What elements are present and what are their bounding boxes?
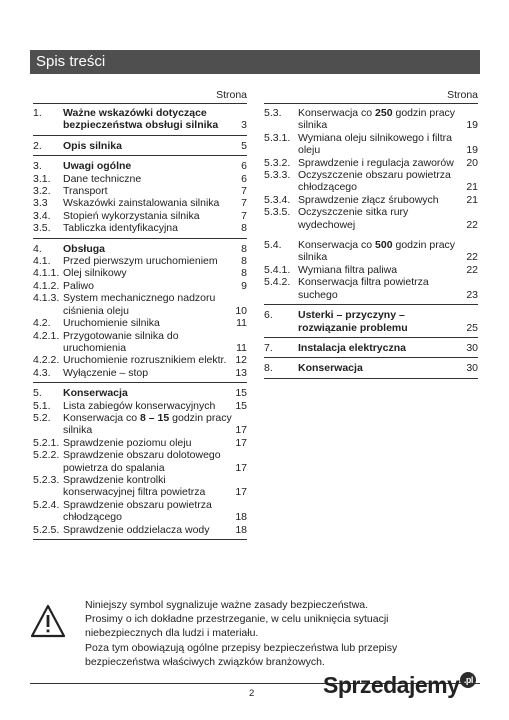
toc-entry-page: 21 bbox=[466, 193, 478, 206]
toc-entry-title bbox=[298, 107, 464, 132]
toc-entry-page: 22 bbox=[466, 218, 478, 231]
toc-entry-number: 5.3.3. bbox=[264, 169, 291, 182]
toc-entry-title bbox=[63, 292, 233, 317]
toc-entry[interactable] bbox=[264, 194, 478, 206]
toc-entry-number: 4.1.2. bbox=[33, 279, 60, 292]
toc-entry-number: 8. bbox=[264, 362, 273, 375]
toc-entry-title bbox=[298, 362, 464, 374]
toc-entry-title-text: Stopień wykorzystania silnika bbox=[63, 209, 200, 222]
toc-entry-title-text: Uruchomienie rozrusznikiem elektr. bbox=[63, 354, 227, 367]
toc-entry-page: 20 bbox=[466, 156, 478, 169]
toc-entry-number: 4. bbox=[33, 242, 42, 255]
toc-entry[interactable] bbox=[33, 400, 247, 412]
toc-entry-title-part: godzin pracy silnika bbox=[298, 239, 456, 264]
toc-entry[interactable] bbox=[33, 160, 247, 172]
toc-entry-title bbox=[63, 330, 233, 355]
page-number: 2 bbox=[249, 688, 255, 699]
notice-line: Niniejszy symbol sygnalizuje ważne zasady bezpieczeństwa. bbox=[85, 599, 369, 611]
toc-entry-title-text: Sprawdzenie obszaru powietrza chłodzącego bbox=[63, 498, 212, 524]
toc-entry-title-text: Dane techniczne bbox=[63, 172, 142, 185]
toc-entry-title bbox=[298, 264, 464, 276]
toc-entry[interactable] bbox=[264, 276, 478, 301]
toc-entry-title-text: Sprawdzenie poziomu oleju bbox=[63, 436, 192, 449]
toc-entry-title-text: Konserwacja bbox=[298, 362, 363, 375]
toc-entry-title-text: Konserwacja filtra powietrza suchego bbox=[298, 276, 429, 301]
toc-entry-number: 4.2.2. bbox=[33, 354, 60, 367]
watermark-text: Sprzedajemy bbox=[323, 672, 460, 698]
toc-entry[interactable] bbox=[33, 330, 247, 355]
toc-entry-page: 23 bbox=[466, 288, 478, 301]
notice-line: Prosimy o ich dokładne przestrzeganie, w celu uniknięcia sytuacji bbox=[85, 613, 389, 626]
toc-entry-title bbox=[63, 140, 233, 152]
toc-entry-title-text: Sprawdzenie złącz śrubowych bbox=[298, 193, 439, 206]
toc-entry-page: 30 bbox=[466, 341, 478, 354]
toc-entry-title bbox=[63, 317, 233, 329]
toc-entry-title bbox=[63, 160, 233, 172]
notice-line: niebezpiecznych dla ludzi i materiału. bbox=[85, 627, 259, 640]
toc-entry-title-text: Oczyszczenie sitka rury wydechowej bbox=[298, 206, 409, 231]
toc-entry[interactable] bbox=[264, 132, 478, 157]
toc-entry-title-text: Olej silnikowy bbox=[63, 267, 127, 280]
toc-entry-title-text: Sprawdzenie oddzielacza wody bbox=[63, 523, 210, 536]
toc-entry-title bbox=[63, 185, 233, 197]
toc-entry-title-emphasis: 8 – 15 bbox=[140, 411, 170, 424]
toc-entry-number: 5.2.4. bbox=[33, 498, 60, 511]
toc-entry-title-text: Przed pierwszym uruchomieniem bbox=[63, 255, 218, 268]
toc-entry-title bbox=[63, 210, 233, 222]
toc-entry-title-part: Konserwacja co bbox=[298, 107, 376, 119]
toc-entry-page: 9 bbox=[241, 279, 247, 292]
toc-entry-number: 5. bbox=[33, 387, 42, 400]
warning-icon bbox=[30, 604, 66, 638]
toc-entry-title-text: Uwagi ogólne bbox=[63, 160, 132, 173]
toc-entry-page: 8 bbox=[241, 222, 247, 235]
toc-entry-number: 1. bbox=[33, 107, 42, 119]
toc-entry[interactable] bbox=[33, 499, 247, 524]
toc-entry-page: 8 bbox=[241, 255, 247, 268]
toc-entry-page: 6 bbox=[241, 172, 247, 185]
toc-entry-page: 7 bbox=[241, 209, 247, 222]
toc-entry-title bbox=[298, 157, 464, 169]
toc-entry-title bbox=[298, 169, 464, 194]
toc-entry[interactable] bbox=[33, 222, 247, 234]
toc-entry-page: 21 bbox=[466, 181, 478, 194]
toc-entry[interactable] bbox=[33, 449, 247, 474]
toc-entry-number: 5.3.5. bbox=[264, 206, 291, 219]
toc-entry-page: 10 bbox=[235, 304, 247, 317]
toc-entry-number: 4.1. bbox=[33, 255, 51, 268]
toc-entry-number: 3.1. bbox=[33, 172, 51, 185]
toc-entry[interactable] bbox=[33, 412, 247, 437]
toc-entry-title bbox=[298, 309, 464, 334]
toc-entry-title-text: Sprawdzenie kontrolki konserwacyjnej filtra powietrza bbox=[63, 473, 206, 499]
toc-entry-title bbox=[63, 354, 233, 366]
toc-entry[interactable] bbox=[264, 157, 478, 169]
toc-entry-number: 5.2.5. bbox=[33, 523, 60, 536]
toc-entry-page: 18 bbox=[235, 511, 247, 524]
toc-entry-title bbox=[298, 132, 464, 157]
toc-entry[interactable] bbox=[33, 210, 247, 222]
toc-entry-title-text: Usterki – przyczyny – rozwiązanie problemu bbox=[298, 309, 408, 334]
toc-entry-title bbox=[298, 239, 464, 264]
toc-section bbox=[33, 156, 247, 238]
toc-entry-number: 3. bbox=[33, 160, 42, 173]
toc-entry-title bbox=[63, 524, 233, 536]
toc-entry-page: 25 bbox=[466, 321, 478, 334]
toc-entry-title-emphasis: 500 bbox=[375, 239, 393, 252]
toc-entry-number: 5.3.1. bbox=[264, 131, 291, 144]
toc-entry-page: 8 bbox=[241, 267, 247, 280]
notice-line: bezpieczeństwa właściwych związków branżowych. bbox=[85, 655, 325, 668]
toc-entry[interactable] bbox=[264, 362, 478, 374]
toc-entry-title-part: Konserwacja co bbox=[63, 411, 141, 424]
toc-entry-title-text: Paliwo bbox=[63, 279, 94, 292]
safety-notice bbox=[30, 598, 480, 672]
toc-entry-number: 5.4.2. bbox=[264, 276, 291, 289]
toc-section bbox=[33, 104, 247, 136]
toc-entry-title bbox=[63, 367, 233, 379]
toc-entry[interactable] bbox=[33, 267, 247, 279]
toc-entry[interactable] bbox=[33, 354, 247, 366]
toc-entry[interactable] bbox=[33, 367, 247, 379]
safety-notice-text bbox=[85, 598, 480, 669]
toc-entry-page: 3 bbox=[241, 119, 247, 132]
toc-entry-number: 3.4. bbox=[33, 209, 51, 222]
toc-entry-number: 5.2.2. bbox=[33, 449, 60, 462]
notice-line: Poza tym obowiązują ogólne przepisy bezpieczeństwa lub przepisy bbox=[85, 641, 398, 654]
toc-entry-title bbox=[63, 197, 233, 209]
toc-entry-number: 2. bbox=[33, 139, 42, 152]
toc-entry-page: 5 bbox=[241, 139, 247, 152]
toc-entry-page: 30 bbox=[466, 362, 478, 375]
toc-entry-title bbox=[298, 276, 464, 301]
toc-entry-title-text: System mechanicznego nadzoru ciśnienia oleju bbox=[63, 292, 216, 317]
toc-entry-title bbox=[63, 280, 233, 292]
toc-entry-title bbox=[63, 499, 233, 524]
toc-entry[interactable] bbox=[33, 437, 247, 449]
toc-entry-title-part: godzin pracy silnika bbox=[298, 107, 456, 132]
toc-entry-page: 17 bbox=[235, 486, 247, 499]
toc-entry[interactable] bbox=[33, 197, 247, 209]
page-column-label: Strona bbox=[216, 89, 247, 101]
toc-entry[interactable] bbox=[264, 239, 478, 264]
toc-entry-title-text: Obsługa bbox=[63, 242, 106, 255]
toc-entry[interactable] bbox=[33, 317, 247, 329]
toc-entry-number: 5.2. bbox=[33, 411, 51, 424]
toc-section bbox=[264, 104, 478, 305]
toc-left-column bbox=[33, 88, 247, 540]
toc-entry-title-part: godzin pracy silnika bbox=[63, 411, 232, 437]
toc-section bbox=[33, 136, 247, 156]
toc-entry-number: 5.3.4. bbox=[264, 193, 291, 206]
toc-entry-title-text: Wymiana oleju silnikowego i filtra oleju bbox=[298, 131, 452, 157]
toc-entry[interactable] bbox=[33, 107, 247, 132]
toc-entry-page: 17 bbox=[235, 461, 247, 474]
toc-entry-title-text: Uruchomienie silnika bbox=[63, 317, 160, 330]
toc-entry[interactable] bbox=[264, 264, 478, 276]
toc-entry-title bbox=[63, 107, 233, 132]
toc-entry-title bbox=[63, 222, 233, 234]
toc-entry[interactable] bbox=[33, 474, 247, 499]
toc-entry-title-text: Konserwacja bbox=[63, 387, 128, 400]
toc-entry-page: 19 bbox=[466, 119, 478, 132]
toc-entry-number: 5.1. bbox=[33, 399, 51, 412]
toc-entry-title bbox=[63, 449, 233, 474]
toc-entry[interactable] bbox=[33, 185, 247, 197]
toc-entry-title bbox=[63, 267, 233, 279]
watermark-logo bbox=[323, 672, 476, 699]
toc-entry-title-text: Instalacja elektryczna bbox=[298, 341, 406, 354]
toc-entry-title-text: Ważne wskazówki dotyczące bezpieczeństwa obsługi silnika bbox=[63, 107, 219, 132]
toc-entry-number: 5.2.3. bbox=[33, 473, 60, 486]
toc-entry[interactable] bbox=[264, 169, 478, 194]
toc-entry-page: 6 bbox=[241, 160, 247, 173]
toc-entry-page: 13 bbox=[235, 366, 247, 379]
watermark-suffix: .pl bbox=[460, 672, 476, 688]
toc-entry-page: 17 bbox=[235, 436, 247, 449]
toc-entry[interactable] bbox=[264, 342, 478, 354]
toc-section bbox=[33, 239, 247, 383]
toc-entry-number: 4.1.1. bbox=[33, 267, 60, 280]
toc-entry[interactable] bbox=[264, 107, 478, 132]
toc-entry-page: 22 bbox=[466, 251, 478, 264]
toc-entry-number: 5.3. bbox=[264, 107, 282, 119]
toc-entry[interactable] bbox=[33, 255, 247, 267]
toc-entry-title-emphasis: 250 bbox=[375, 107, 393, 119]
toc-entry-number: 3.3 bbox=[33, 197, 48, 210]
toc-left-sections bbox=[33, 104, 247, 540]
toc-entry-number: 5.2.1. bbox=[33, 436, 60, 449]
toc-entry-title bbox=[63, 474, 233, 499]
toc-section bbox=[264, 338, 478, 358]
toc-entry-title bbox=[63, 255, 233, 267]
toc-entry-number: 5.4. bbox=[264, 239, 282, 252]
toc-entry[interactable] bbox=[33, 243, 247, 255]
toc-entry-title-text: Sprawdzenie i regulacja zaworów bbox=[298, 156, 454, 169]
toc-entry-title-text: Transport bbox=[63, 185, 108, 198]
toc-entry-page: 7 bbox=[241, 197, 247, 210]
toc-spacer bbox=[264, 231, 478, 239]
toc-section bbox=[33, 383, 247, 540]
toc-entry-page: 15 bbox=[235, 387, 247, 400]
toc-entry-title-text: Wymiana filtra paliwa bbox=[298, 263, 398, 276]
toc-entry[interactable] bbox=[33, 173, 247, 185]
page-title: Spis treści bbox=[36, 53, 106, 70]
toc-entry-number: 7. bbox=[264, 341, 273, 354]
toc-entry-title-text: Oczyszczenie obszaru powietrza chłodzącego bbox=[298, 169, 451, 194]
toc-entry[interactable] bbox=[264, 206, 478, 231]
toc-entry-number: 4.2.1. bbox=[33, 329, 60, 342]
toc-entry-number: 6. bbox=[264, 309, 273, 322]
toc-entry-page: 18 bbox=[235, 523, 247, 536]
toc-entry-title-text: Tabliczka identyfikacyjna bbox=[63, 222, 178, 235]
toc-entry-number: 5.3.2. bbox=[264, 156, 291, 169]
toc-entry-number: 4.1.3. bbox=[33, 292, 60, 305]
toc-entry-title-text: Opis silnika bbox=[63, 139, 122, 152]
toc-entry-title-text: Przygotowanie silnika do uruchomienia bbox=[63, 329, 179, 354]
toc-entry-title bbox=[63, 412, 233, 437]
page-column-label: Strona bbox=[447, 89, 478, 101]
toc-entry-number: 5.4.1. bbox=[264, 263, 291, 276]
section-header bbox=[30, 50, 480, 74]
toc-entry-page: 8 bbox=[241, 242, 247, 255]
toc-entry-number: 4.3. bbox=[33, 366, 51, 379]
toc-entry-title bbox=[298, 342, 464, 354]
toc-entry-title bbox=[63, 387, 233, 399]
toc-entry-title bbox=[63, 400, 233, 412]
toc-entry-title bbox=[63, 243, 233, 255]
toc-entry-page: 19 bbox=[466, 144, 478, 157]
toc-entry-title-text: Wskazówki zainstalowania silnika bbox=[63, 197, 220, 210]
toc-entry-number: 3.5. bbox=[33, 222, 51, 235]
toc-entry-title-text: Wyłączenie – stop bbox=[63, 366, 149, 379]
toc-entry[interactable] bbox=[33, 524, 247, 536]
toc-entry[interactable] bbox=[33, 292, 247, 317]
toc-right-sections bbox=[264, 104, 478, 379]
toc-entry-title bbox=[298, 206, 464, 231]
toc-entry-title bbox=[63, 437, 233, 449]
toc-entry-title bbox=[63, 173, 233, 185]
toc-entry-title-text: Lista zabiegów konserwacyjnych bbox=[63, 399, 216, 412]
toc-entry-number: 3.2. bbox=[33, 185, 51, 198]
toc-entry-number: 4.2. bbox=[33, 317, 51, 330]
toc-section bbox=[264, 305, 478, 338]
toc-right-column bbox=[264, 88, 478, 379]
toc-entry-title-text: Sprawdzenie obszaru dolotowego powietrza do spalania bbox=[63, 449, 221, 474]
toc-entry[interactable] bbox=[264, 309, 478, 334]
toc-entry-page: 12 bbox=[235, 354, 247, 367]
toc-entry-page: 22 bbox=[466, 263, 478, 276]
toc-entry-page: 7 bbox=[241, 185, 247, 198]
toc-entry[interactable] bbox=[33, 280, 247, 292]
toc-entry-title bbox=[298, 194, 464, 206]
toc-entry[interactable] bbox=[33, 387, 247, 399]
toc-entry-page: 17 bbox=[235, 424, 247, 437]
toc-entry-page: 11 bbox=[236, 317, 247, 330]
toc-section bbox=[264, 358, 478, 378]
toc-entry-page: 15 bbox=[235, 399, 247, 412]
toc-entry-page: 11 bbox=[236, 341, 247, 354]
toc-entry-title-part: Konserwacja co bbox=[298, 239, 376, 252]
toc-entry[interactable] bbox=[33, 140, 247, 152]
